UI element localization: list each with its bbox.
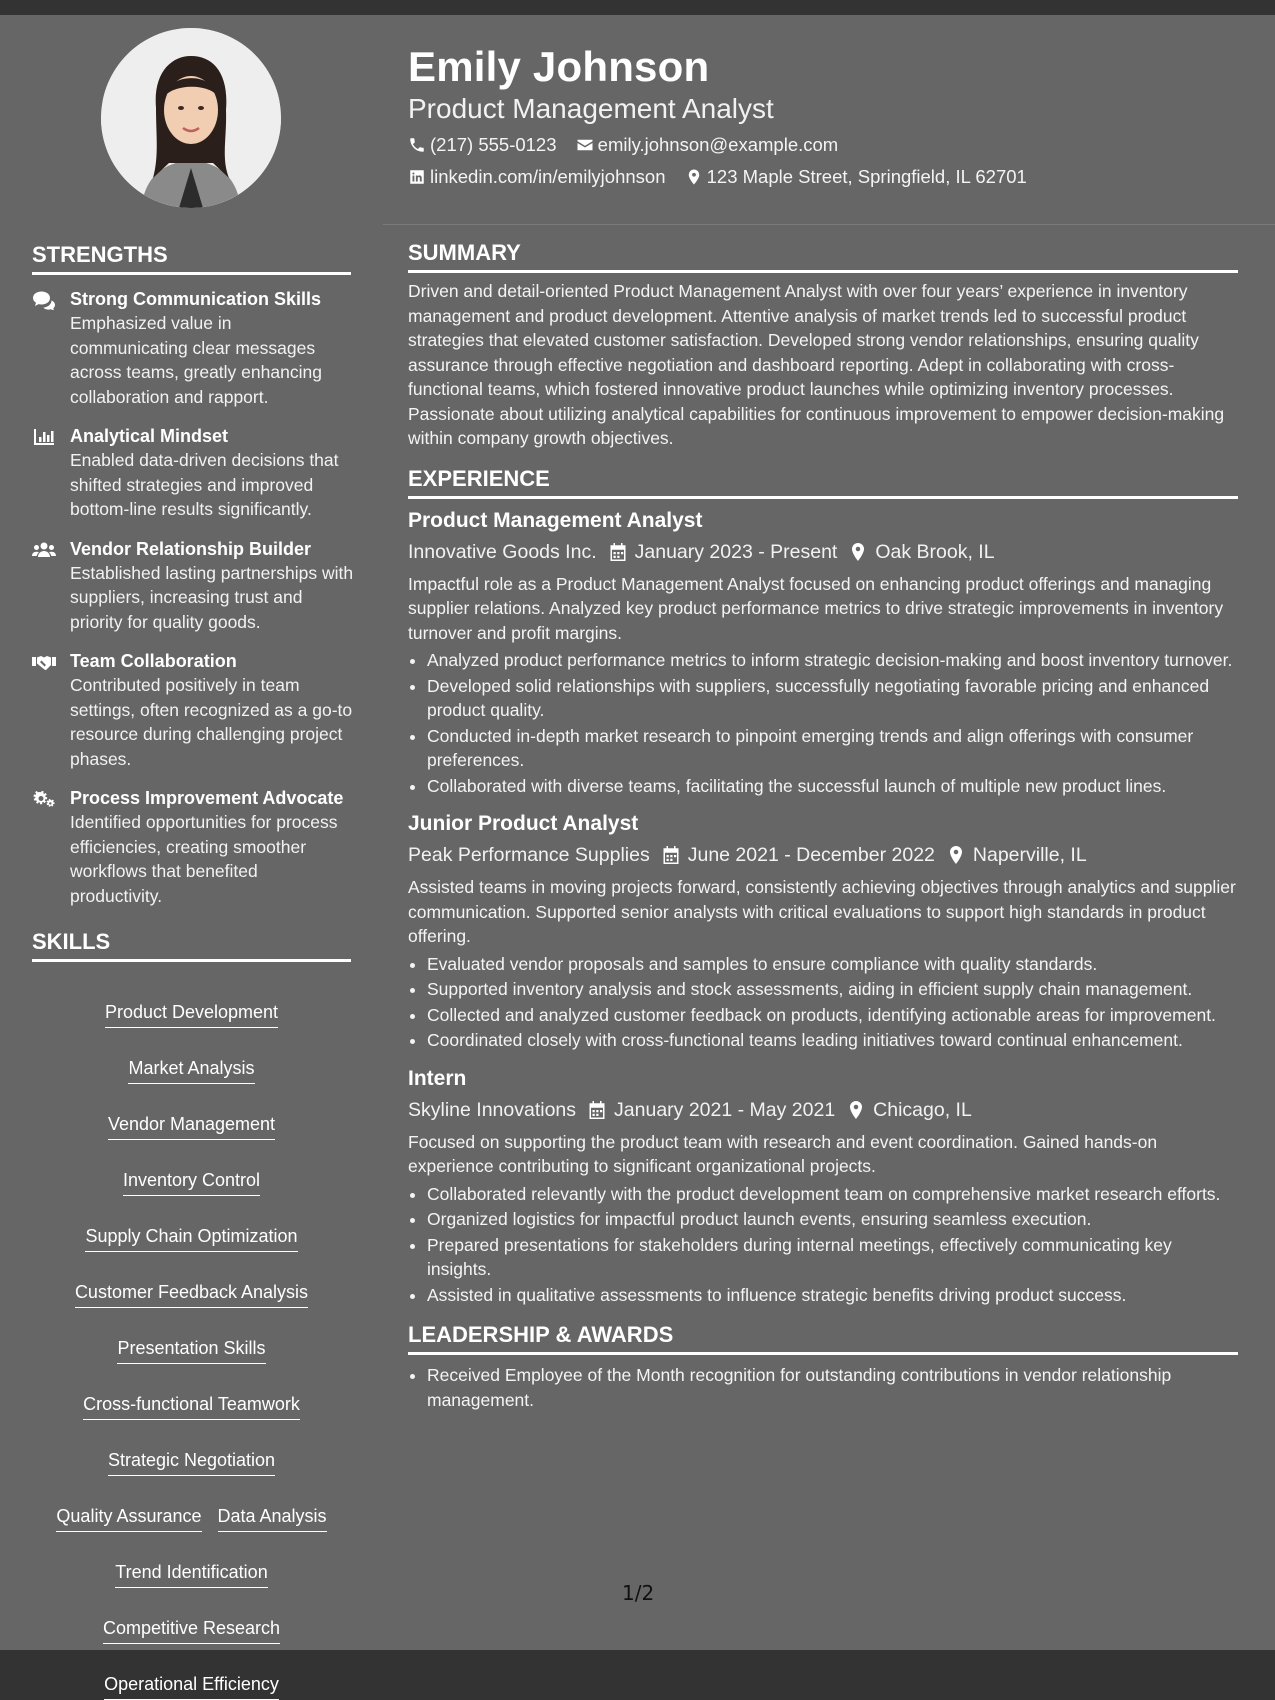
job-company: Peak Performance Supplies bbox=[408, 844, 650, 866]
strength-item bbox=[32, 786, 354, 908]
job-title: Junior Product Analyst bbox=[408, 812, 639, 835]
skill-tag: Data Analysis bbox=[218, 1504, 327, 1532]
strength-item bbox=[32, 424, 354, 522]
strength-desc: Emphasized value in communicating clear messages across teams, greatly enhancing collaboration and rapport. bbox=[70, 313, 322, 407]
phone-text: (217) 555-0123 bbox=[430, 134, 557, 155]
job-bullet: • Evaluated vendor proposals and samples to ensure compliance with quality standards. bbox=[427, 952, 1238, 977]
phone-contact[interactable] bbox=[408, 133, 557, 157]
strength-desc: Enabled data-driven decisions that shifted strategies and improved bottom-line results significantly. bbox=[70, 450, 339, 519]
map-pin-icon bbox=[947, 845, 965, 865]
job-bullet: • Collaborated with diverse teams, facilitating the successful launch of multiple new product lines. bbox=[427, 774, 1238, 799]
skill-tag: Vendor Management bbox=[108, 1112, 275, 1140]
job-bullet: • Collected and analyzed customer feedback on products, identifying actionable areas for improvement. bbox=[427, 1003, 1238, 1028]
gears-icon bbox=[32, 789, 56, 809]
leadership-bullets bbox=[408, 1363, 1238, 1412]
job-entry bbox=[408, 1065, 1238, 1308]
job-meta bbox=[408, 841, 1238, 869]
job-meta bbox=[408, 538, 1238, 566]
job-bullet: • Collaborated relevantly with the product development team on comprehensive market research efforts. bbox=[427, 1182, 1238, 1207]
summary-text: Driven and detail-oriented Product Management Analyst with over four years’ experience in inventory management and product development. Attentive analysis of market trends led to successful product strategies that elevated customer satisfaction. Developed strong vendor relationships, ensuring quality assurance through effective negotiation and dashboard reporting. Adept in collaborating with cross-functional teams, which fostered innovative product launches while optimizing inventory processes. Passionate about utilizing analytical capabilities for continuous improvement to empower decision-making within company growth objectives. bbox=[408, 281, 1225, 448]
strength-item bbox=[32, 287, 354, 409]
strength-item bbox=[32, 537, 354, 635]
envelope-icon bbox=[576, 136, 594, 154]
job-bullet: • Organized logistics for impactful product launch events, ensuring seamless execution. bbox=[427, 1207, 1238, 1232]
page-number: 1/2 bbox=[622, 1581, 655, 1605]
strengths-heading: STRENGTHS bbox=[32, 241, 351, 275]
calendar-icon bbox=[609, 542, 627, 562]
leadership-heading: LEADERSHIP & AWARDS bbox=[408, 1321, 1238, 1355]
job-bullet: • Analyzed product performance metrics to inform strategic decision-making and boost inventory turnover. bbox=[427, 648, 1238, 673]
contact-row-1 bbox=[408, 133, 852, 160]
handshake-icon bbox=[32, 652, 56, 672]
job-bullet: • Prepared presentations for stakeholders during internal meetings, effectively communicating key insights. bbox=[427, 1233, 1238, 1282]
email-text: emily.johnson@example.com bbox=[597, 134, 839, 155]
skill-tag: Competitive Research bbox=[103, 1616, 280, 1644]
profile-photo bbox=[101, 28, 281, 208]
skill-tag: Trend Identification bbox=[115, 1560, 267, 1588]
users-icon bbox=[32, 540, 56, 560]
job-meta bbox=[408, 1096, 1238, 1124]
strength-title: Vendor Relationship Builder bbox=[70, 538, 312, 559]
skill-tag: Cross-functional Teamwork bbox=[83, 1392, 300, 1420]
linkedin-text: linkedin.com/in/emilyjohnson bbox=[430, 166, 666, 187]
strength-desc: Identified opportunities for process efficiencies, creating smoother workflows that benefited productivity. bbox=[70, 812, 338, 906]
strength-title: Strong Communication Skills bbox=[70, 289, 322, 309]
skill-tag: Inventory Control bbox=[123, 1168, 260, 1196]
strengths-list bbox=[32, 287, 354, 923]
strength-item bbox=[32, 649, 354, 771]
job-location: Naperville, IL bbox=[972, 844, 1087, 866]
job-title: Intern bbox=[408, 1066, 467, 1090]
candidate-name: Emily Johnson bbox=[408, 43, 710, 90]
job-bullet: • Conducted in-depth market research to pinpoint emerging trends and align offerings with consumer preferences. bbox=[427, 724, 1238, 773]
phone-icon bbox=[408, 136, 426, 154]
comments-icon bbox=[32, 290, 56, 310]
header-divider bbox=[383, 224, 1275, 225]
linkedin-contact[interactable] bbox=[408, 165, 665, 189]
job-bullets bbox=[408, 1182, 1238, 1308]
job-bullets bbox=[408, 648, 1238, 798]
skills-heading: SKILLS bbox=[32, 928, 351, 962]
job-bullet: • Supported inventory analysis and stock assessments, aiding in efficient supply chain management. bbox=[427, 977, 1238, 1002]
job-description: Focused on supporting the product team with research and event coordination. Gained hands-on experience contributing to significant organizational projects. bbox=[408, 1131, 1158, 1176]
job-description: Assisted teams in moving projects forward, consistently achieving objectives through analytics and supplier communication. Supported senior analysts with critical evaluations to support high standards in product offering. bbox=[408, 877, 1236, 946]
map-pin-icon bbox=[847, 1100, 865, 1120]
job-bullet: • Assisted in qualitative assessments to influence strategic benefits driving product success. bbox=[427, 1283, 1238, 1308]
job-company: Innovative Goods Inc. bbox=[408, 540, 597, 563]
email-contact[interactable] bbox=[576, 133, 839, 157]
contact-row-2 bbox=[408, 165, 1041, 192]
job-entry bbox=[408, 507, 1238, 799]
leadership-section bbox=[408, 1321, 1238, 1412]
summary-section bbox=[408, 239, 1238, 451]
job-location: Oak Brook, IL bbox=[875, 540, 995, 563]
strength-desc: Contributed positively in team settings, often recognized as a go-to resource during challenging project phases. bbox=[70, 675, 353, 769]
skill-tag: Supply Chain Optimization bbox=[85, 1224, 297, 1252]
job-bullets bbox=[408, 952, 1238, 1053]
chart-bar-icon bbox=[32, 427, 56, 447]
calendar-icon bbox=[662, 845, 680, 865]
strength-desc: Established lasting partnerships with suppliers, increasing trust and priority for quality goods. bbox=[70, 562, 354, 632]
candidate-role: Product Management Analyst bbox=[408, 93, 774, 124]
experience-heading: EXPERIENCE bbox=[408, 465, 1238, 499]
experience-section bbox=[408, 465, 1238, 1308]
strength-title: Analytical Mindset bbox=[70, 426, 229, 446]
skill-tag: Customer Feedback Analysis bbox=[75, 1280, 308, 1308]
job-description: Impactful role as a Product Management Analyst focused on enhancing product offerings and managing supplier relations. Analyzed key product performance metrics to drive strategic improvements in inventory turnover and profit margins. bbox=[408, 573, 1224, 643]
job-dates: January 2021 - May 2021 bbox=[614, 1098, 836, 1121]
skill-tag: Presentation Skills bbox=[117, 1336, 265, 1364]
main-column bbox=[408, 239, 1238, 1413]
job-bullet: • Developed solid relationships with suppliers, successfully negotiating favorable pricing and enhanced product quality. bbox=[427, 674, 1238, 723]
skill-tag: Operational Efficiency bbox=[104, 1672, 279, 1700]
strength-title: Team Collaboration bbox=[70, 651, 237, 671]
job-company: Skyline Innovations bbox=[408, 1098, 577, 1121]
job-dates: January 2023 - Present bbox=[634, 540, 838, 563]
map-pin-icon bbox=[685, 168, 703, 186]
skill-tag: Product Development bbox=[105, 1000, 278, 1028]
map-pin-icon bbox=[849, 542, 867, 562]
leadership-bullet: • Received Employee of the Month recognition for outstanding contributions in vendor relationship management. bbox=[427, 1363, 1238, 1412]
job-location: Chicago, IL bbox=[873, 1098, 972, 1121]
linkedin-icon bbox=[408, 168, 426, 186]
skill-tag: Strategic Negotiation bbox=[108, 1448, 275, 1476]
strength-title: Process Improvement Advocate bbox=[70, 788, 344, 808]
job-title: Product Management Analyst bbox=[408, 508, 703, 532]
skill-tag: Quality Assurance bbox=[56, 1504, 201, 1532]
skill-tag: Market Analysis bbox=[128, 1056, 254, 1084]
address-text: 123 Maple Street, Springfield, IL 62701 bbox=[706, 166, 1027, 187]
job-bullet: • Coordinated closely with cross-functional teams leading initiatives toward continual enhancement. bbox=[427, 1028, 1238, 1053]
job-entry bbox=[408, 810, 1238, 1053]
address-contact bbox=[685, 165, 1027, 189]
resume-page bbox=[0, 15, 1275, 1694]
job-dates: June 2021 - December 2022 bbox=[687, 844, 935, 866]
skills-list bbox=[32, 1000, 351, 1700]
summary-heading: SUMMARY bbox=[408, 239, 1238, 273]
calendar-icon bbox=[588, 1100, 606, 1120]
